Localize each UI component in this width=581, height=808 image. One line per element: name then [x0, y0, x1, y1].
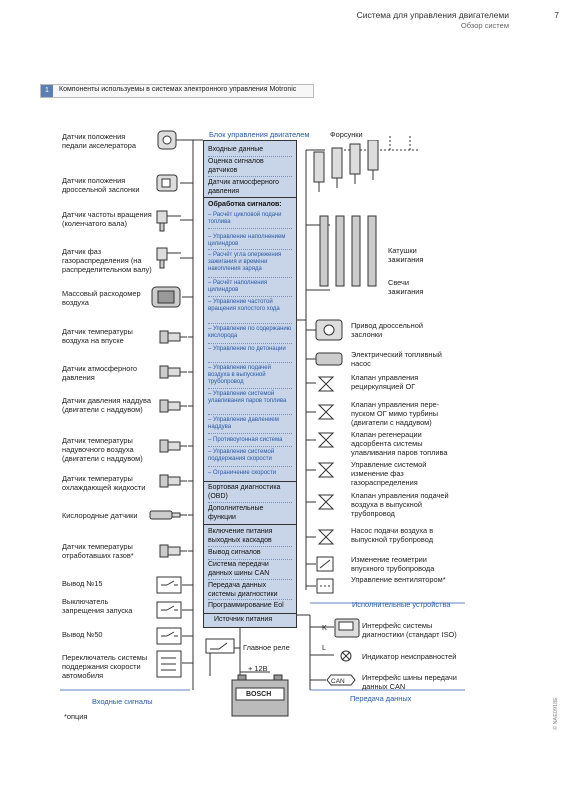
throttle-position-sensor-icon — [155, 170, 183, 196]
fault-indicator-lamp-icon — [340, 650, 352, 662]
ecu-processing-item: – Управление по детонации — [208, 346, 286, 352]
figure-caption: Компоненты используемы в системах электронного управления Motronic — [59, 86, 297, 93]
output-label-canister-purge-valve: Клапан регенерации адсорбента системы улавливания паров топлива — [351, 430, 448, 457]
secondary-air-pump-icon — [316, 527, 336, 547]
terminal-50-switch-icon — [156, 627, 182, 645]
ecu-inputs-heading: Входные данные — [208, 146, 264, 153]
diagnostic-tester-icon — [334, 618, 360, 638]
output-label-injectors: Форсунки — [330, 130, 363, 139]
ecu-processing-item: – Управление системой улавливания паров топлива — [208, 391, 287, 404]
input-label-intake-air-temp: Датчик температуры воздуха на впуске — [62, 327, 133, 345]
ecu-processing-item: – Управление системой поддержания скорости — [208, 449, 275, 462]
ecu-divider — [208, 559, 292, 560]
ecu-divider — [208, 546, 292, 547]
ecu-processing-item: – Управление наполнением цилиндров — [208, 234, 286, 247]
ecu-divider — [208, 502, 292, 503]
ecu-divider — [208, 414, 292, 415]
page-header-subtitle: Обзор систем — [460, 21, 509, 30]
accelerator-pedal-sensor-icon — [155, 127, 183, 153]
fan-control-icon — [316, 578, 334, 594]
ecu-section-line — [204, 481, 296, 482]
actuators-caption: Исполнительные устройства — [352, 600, 451, 609]
ecu-output-item: Передача данных системы диагностики — [208, 582, 278, 598]
ecu-divider — [208, 176, 292, 177]
boost-pressure-sensor-icon — [158, 396, 188, 416]
ecu-processing-item: – Противоугонная система — [208, 437, 283, 443]
secondary-air-valve-icon — [316, 492, 336, 512]
ecu-divider — [208, 156, 292, 157]
battery-brand: BOSCH — [246, 691, 272, 698]
ecu-input-item: Датчик атмосферного давления — [208, 179, 279, 195]
figure-code: © NAE0918E — [553, 697, 559, 730]
input-label-oxygen-sensors: Кислородные датчики — [62, 511, 138, 520]
fault-indicator-label: Индикатор неисправностей — [362, 652, 457, 661]
page-number: 7 — [554, 10, 559, 20]
ecu-power: Источник питания — [214, 616, 273, 623]
data-transfer-caption: Передача данных — [350, 694, 412, 703]
ecu-output-item: Программирование Eol — [208, 602, 284, 609]
input-label-exhaust-gas-temp: Датчик температуры отработавших газов* — [62, 542, 134, 560]
cruise-control-switch-icon — [156, 650, 182, 678]
ecu-divider — [208, 466, 292, 467]
output-label-intake-manifold-geometry: Изменение геометрии впускного трубопровода — [351, 555, 435, 573]
ecu-divider — [208, 296, 292, 297]
input-label-atmospheric-pressure: Датчик атмосферного давления — [62, 364, 137, 382]
input-label-crankshaft-speed: Датчик частоты вращения (коленчатого вала) — [62, 210, 152, 228]
ecu-processing-item: – Ограничение скорости — [208, 470, 277, 476]
ecu-divider — [208, 433, 292, 434]
atmospheric-pressure-sensor-icon — [158, 362, 188, 382]
ecu-processing-item: – Расчёт цикловой подачи топлива — [208, 212, 282, 225]
ecu-processing-item: – Управление давлением наддува — [208, 417, 279, 430]
l-line-label: L — [322, 643, 327, 652]
ecu-processing-item: – Расчёт наполнения цилиндров — [208, 280, 268, 293]
ecu-title: Блок управления двигателем — [209, 130, 310, 139]
input-label-cruise-control-switch: Переключатель системы поддержания скорости автомобиля — [62, 653, 148, 680]
canister-purge-valve-icon — [316, 430, 336, 450]
intake-air-temp-sensor-icon — [158, 327, 188, 347]
ecu-block — [203, 140, 297, 628]
wastegate-valve-icon — [316, 402, 336, 422]
output-label-variable-valve-timing: Управление системой изменение фаз газораспределения — [351, 460, 427, 487]
terminal-15-switch-icon — [156, 576, 182, 594]
output-label-throttle-actuator: Привод дроссельной заслонки — [351, 321, 423, 339]
page-header-title: Система для управления двигателеми — [356, 10, 509, 20]
ecu-divider — [208, 323, 292, 324]
input-signals-caption: Входные сигналы — [92, 697, 153, 706]
main-relay-label: Главное реле — [243, 643, 290, 652]
ecu-divider — [208, 446, 292, 447]
ignition-coils-spark-plugs-icon — [318, 212, 382, 296]
throttle-actuator-icon — [314, 318, 346, 342]
output-label-secondary-air-valve: Клапан управления подачей воздуха в выпускной трубопровод — [351, 491, 449, 518]
input-label-start-inhibit-switch: Выключатель запрещения запуска — [62, 597, 133, 615]
ecu-divider — [208, 599, 292, 600]
output-label-fan-control: Управление вентилятором* — [351, 575, 446, 584]
input-label-accelerator-pedal: Датчик положения педали акселератора — [62, 132, 136, 150]
ecu-output-item: Вывод сигналов — [208, 549, 261, 556]
crankshaft-speed-sensor-icon — [155, 207, 183, 233]
ecu-section-line — [204, 524, 296, 525]
fuel-injectors-icon — [310, 140, 390, 200]
output-label-egr-valve: Клапан управления рециркуляцией ОГ — [351, 373, 419, 391]
input-label-terminal-15: Вывод №15 — [62, 579, 103, 588]
ecu-section-line — [204, 613, 296, 614]
egr-valve-icon — [316, 374, 336, 394]
ecu-divider — [208, 228, 292, 229]
ecu-section-line — [204, 197, 296, 198]
ecu-input-item: Оценка сигналов датчиков — [208, 158, 264, 174]
ecu-divider — [208, 249, 292, 250]
ecu-divider — [208, 277, 292, 278]
ecu-output-item: Включение питания выходных каскадов — [208, 528, 273, 544]
ecu-divider — [208, 343, 292, 344]
input-label-air-mass-meter: Массовый расходомер воздуха — [62, 289, 141, 307]
ecu-processing-item: – Управление частотой вращения холостого хода — [208, 299, 280, 312]
input-label-camshaft-phase: Датчик фаз газораспределения (на распределительном валу) — [62, 247, 152, 274]
input-label-boost-pressure: Датчик давления наддува (двигатели с наддувом) — [62, 396, 151, 414]
output-label-wastegate-valve: Клапан управления пере-пуском ОГ мимо турбины (двигатели с наддувом) — [351, 400, 440, 427]
exhaust-gas-temp-sensor-icon — [158, 541, 188, 561]
input-label-terminal-50: Вывод №50 — [62, 630, 103, 639]
air-mass-meter-icon — [150, 283, 184, 311]
ecu-processing-heading: Обработка сигналов: — [208, 201, 282, 208]
ecu-extra: Дополнительные функции — [208, 505, 264, 521]
variable-valve-timing-icon — [316, 460, 336, 480]
diagnostic-interface-label: Интерфейс системы диагностики (стандарт ISO) — [362, 621, 457, 639]
ecu-divider — [208, 362, 292, 363]
intake-manifold-geometry-icon — [316, 556, 334, 572]
start-inhibit-switch-icon — [156, 601, 182, 619]
ecu-divider — [208, 579, 292, 580]
k-line-label: K — [322, 623, 327, 632]
output-label-spark-plugs: Свечи зажигания — [388, 278, 424, 296]
can-interface-label: Интерфейс шины передачи данных CAN — [362, 673, 457, 691]
battery-voltage-label: + 12В — [248, 664, 268, 673]
ecu-obd: Бортовая диагностика (OBD) — [208, 484, 281, 500]
ecu-processing-item: – Управление по содержанию кислорода — [208, 326, 292, 339]
ecu-processing-item: – Управление подачей воздуха в выпускной трубопровод — [208, 365, 271, 385]
output-label-electric-fuel-pump: Электрический топливный насос — [351, 350, 442, 368]
electric-fuel-pump-icon — [314, 350, 346, 368]
coolant-temp-sensor-icon — [158, 471, 188, 491]
input-label-throttle-position: Датчик положения дроссельной заслонки — [62, 176, 140, 194]
output-label-secondary-air-pump: Насос подачи воздуха в выпускной трубопровод — [351, 526, 434, 544]
main-relay-icon — [205, 638, 235, 654]
ecu-divider — [208, 388, 292, 389]
footnote: *опция — [64, 712, 88, 721]
charge-air-temp-sensor-icon — [158, 436, 188, 456]
ecu-processing-item: – Расчёт угла опережения зажигания и времени накопления заряда — [208, 252, 282, 272]
oxygen-sensor-icon — [148, 507, 188, 523]
input-label-coolant-temp: Датчик температуры охлаждающей жидкости — [62, 474, 146, 492]
figure-number: 1 — [41, 85, 53, 97]
camshaft-phase-sensor-icon — [155, 244, 183, 270]
output-label-ignition-coils: Катушки зажигания — [388, 246, 424, 264]
ecu-output-item: Система передачи данных шины CAN — [208, 561, 270, 577]
can-bus-label: CAN — [331, 678, 345, 685]
input-label-charge-air-temp: Датчик температуры надувочного воздуха (двигатели с наддувом) — [62, 436, 143, 463]
